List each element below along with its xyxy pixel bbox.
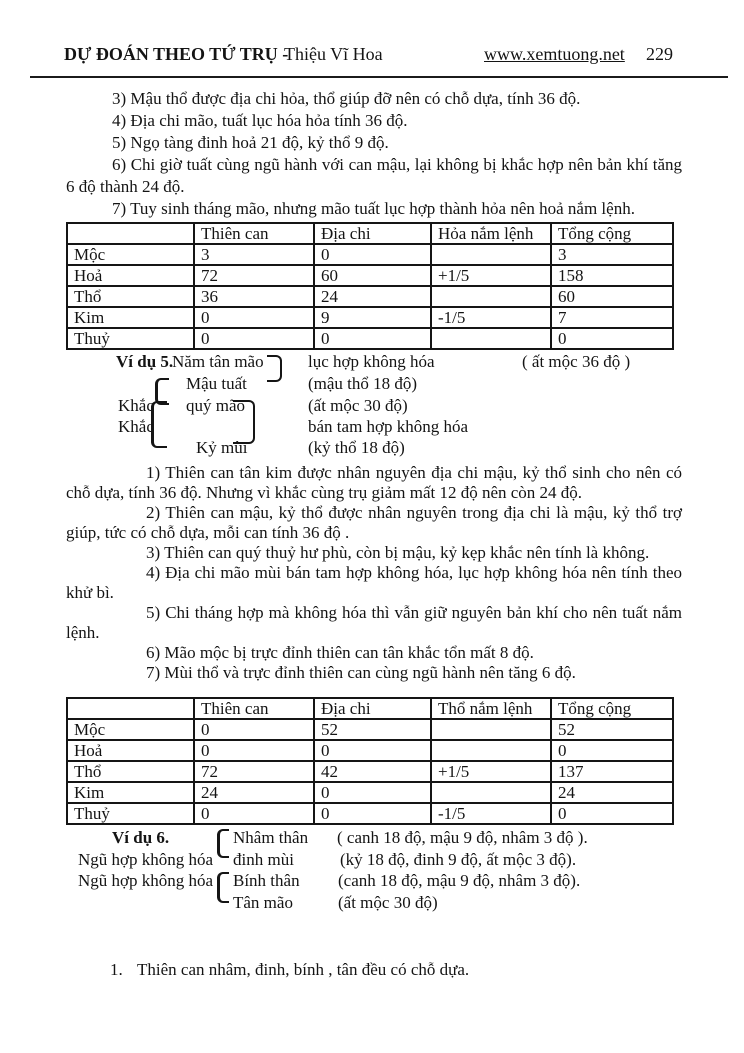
degree-table-earth <box>66 697 674 825</box>
table-cell: Thuỷ <box>67 328 194 349</box>
table-cell: 72 <box>194 265 314 286</box>
table-row <box>67 782 673 803</box>
table-cell: 3 <box>194 244 314 265</box>
analysis-item-6: 6) Mão mộc bị trực đỉnh thiên can tân khắc tổn mất 8 độ. <box>146 643 534 662</box>
ngu-hop-label-1: Ngũ hợp không hóa <box>78 850 214 869</box>
table-row <box>67 307 673 328</box>
pillar-nham-than: Nhâm thân <box>233 828 309 847</box>
bracket-left-big-icon <box>151 401 167 448</box>
conclusion-text: Thiên can nhâm, đinh, bính , tân đều có chỗ dựa. <box>137 960 470 979</box>
degree-table-fire <box>66 222 674 350</box>
table-cell: 24 <box>194 782 314 803</box>
table-header-row <box>67 223 673 244</box>
table-row <box>67 265 673 286</box>
table-cell: 0 <box>194 719 314 740</box>
table-cell: 137 <box>551 761 673 782</box>
example-6-diagram <box>0 825 744 920</box>
khac-label-top: Khắc <box>118 396 154 415</box>
table-header-cell: Thổ nắm lệnh <box>431 698 551 719</box>
note-at-moc-30: (ất mộc 30 độ) <box>308 396 408 415</box>
table-header-cell: Hỏa nắm lệnh <box>431 223 551 244</box>
bracket-left-pair1-icon <box>217 829 229 858</box>
example-6-label: Ví dụ 6. <box>112 828 170 847</box>
pillar-year: Năm tân mão <box>172 352 264 371</box>
table-cell <box>431 286 551 307</box>
table-cell: 42 <box>314 761 431 782</box>
table-cell: 0 <box>314 782 431 803</box>
table-row <box>67 328 673 349</box>
pillar-dinh-mui: đinh mùi <box>233 850 294 869</box>
table-cell: 24 <box>551 782 673 803</box>
table-header-row <box>67 698 673 719</box>
table-row <box>67 761 673 782</box>
table-cell: 0 <box>194 803 314 824</box>
table-cell: 0 <box>551 740 673 761</box>
table-cell: Thổ <box>67 286 194 307</box>
table-cell <box>431 782 551 803</box>
table-cell: 0 <box>314 328 431 349</box>
note-ban-tam-hop: bán tam hợp không hóa <box>308 417 469 436</box>
table-cell: 0 <box>314 244 431 265</box>
example-5-diagram <box>0 350 744 457</box>
table-cell: 7 <box>551 307 673 328</box>
website-link[interactable]: www.xemtuong.net <box>484 44 625 64</box>
table-row <box>67 244 673 265</box>
table-cell <box>431 740 551 761</box>
pillar-hour: Kỷ mùi <box>196 438 248 457</box>
table-cell: 52 <box>314 719 431 740</box>
table-header-cell <box>67 223 194 244</box>
header-divider <box>30 76 728 78</box>
table-cell: 60 <box>314 265 431 286</box>
analysis-item-4: 4) Địa chi mão mùi bán tam hợp không hóa, lục hợp không hóa nên tính theo khử bì. <box>66 563 682 602</box>
analysis-item-1: 1) Thiên can tân kim được nhân nguyên địa chi mậu, kỷ thổ sinh cho nên có chỗ dựa, tính 36 độ. Nhưng vì khắc cùng trụ giảm mất 12 độ nên còn 24 độ. <box>66 463 682 502</box>
pillar-month: Mậu tuất <box>186 374 247 393</box>
conclusion-number: 1. <box>110 960 123 979</box>
note-ky-tho: (kỷ thổ 18 độ) <box>308 438 405 457</box>
table-cell <box>431 328 551 349</box>
table-cell: 0 <box>551 328 673 349</box>
table-cell: 0 <box>314 740 431 761</box>
table-cell: Hoả <box>67 265 194 286</box>
table-cell <box>431 719 551 740</box>
table-cell: +1/5 <box>431 265 551 286</box>
table-cell: 0 <box>194 740 314 761</box>
table-row <box>67 719 673 740</box>
table-cell <box>431 244 551 265</box>
table-cell: 24 <box>314 286 431 307</box>
table-cell: Thuỷ <box>67 803 194 824</box>
table-cell: 0 <box>314 803 431 824</box>
table-cell: -1/5 <box>431 307 551 328</box>
author-name: Thiệu Vĩ Hoa <box>284 44 383 64</box>
intro-item-4: 4) Địa chi mão, tuất lục hóa hỏa tính 36 độ. <box>112 111 408 130</box>
table-cell: 0 <box>551 803 673 824</box>
table-cell: Thổ <box>67 761 194 782</box>
book-title: DỰ ĐOÁN THEO TỨ TRỤ - <box>64 44 289 64</box>
table-cell: 3 <box>551 244 673 265</box>
table-cell: +1/5 <box>431 761 551 782</box>
analysis-item-7: 7) Mùi thổ và trực đỉnh thiên can cùng ngũ hành nên tăng 6 độ. <box>146 663 576 682</box>
intro-item-3: 3) Mậu thổ được địa chi hỏa, thổ giúp đỡ nên có chỗ dựa, tính 36 độ. <box>112 89 581 108</box>
conclusion-line <box>110 960 469 980</box>
table-row <box>67 740 673 761</box>
page-number: 229 <box>646 44 673 64</box>
table-header-cell: Thiên can <box>194 698 314 719</box>
example-5-label: Ví dụ 5. <box>116 352 174 371</box>
intro-item-6: 6) Chi giờ tuất cùng ngũ hành với can mậu, lại không bị khắc hợp nên bản khí tăng 6 độ thành 24 độ. <box>66 155 682 196</box>
analysis-list <box>66 463 682 683</box>
table-header-cell: Địa chi <box>314 223 431 244</box>
bracket-right-icon <box>267 355 282 382</box>
table-header-cell: Địa chi <box>314 698 431 719</box>
table-cell: Kim <box>67 782 194 803</box>
note-at-moc-30: (ất mộc 30 độ) <box>338 893 438 912</box>
table-cell: 9 <box>314 307 431 328</box>
bracket-right-big-icon <box>233 400 255 444</box>
pillar-tan-mao: Tân mão <box>233 893 293 912</box>
table-cell: -1/5 <box>431 803 551 824</box>
table-cell: Kim <box>67 307 194 328</box>
table-row <box>67 803 673 824</box>
analysis-item-5: 5) Chi tháng hợp mà không hóa thì vẫn giữ nguyên bản khí cho nên tuất nắm lệnh. <box>66 603 682 642</box>
table-cell: 0 <box>194 328 314 349</box>
table-header-cell <box>67 698 194 719</box>
note-canh-18-b: (canh 18 độ, mậu 9 độ, nhâm 3 độ). <box>338 871 581 890</box>
note-canh-18-a: ( canh 18 độ, mậu 9 độ, nhâm 3 độ ). <box>337 828 588 847</box>
khac-label-bottom: Khắc <box>118 417 154 436</box>
table-cell: 36 <box>194 286 314 307</box>
table-cell: 0 <box>194 307 314 328</box>
table-header-cell: Tổng cộng <box>551 223 673 244</box>
table-cell: 52 <box>551 719 673 740</box>
intro-list <box>66 88 682 220</box>
table-cell: 158 <box>551 265 673 286</box>
note-luc-hop: lục hợp không hóa <box>308 352 435 371</box>
table-cell: Mộc <box>67 719 194 740</box>
table-cell: Mộc <box>67 244 194 265</box>
note-ky-18: (kỷ 18 độ, đinh 9 độ, ất mộc 3 độ). <box>340 850 577 869</box>
ngu-hop-label-2: Ngũ hợp không hóa <box>78 871 214 890</box>
table-row <box>67 286 673 307</box>
table-cell: 60 <box>551 286 673 307</box>
analysis-item-3: 3) Thiên can quý thuỷ hư phù, còn bị mậu, kỷ kẹp khắc nên tính là không. <box>146 543 650 562</box>
table-cell: 72 <box>194 761 314 782</box>
intro-item-7: 7) Tuy sinh tháng mão, nhưng mão tuất lục hợp thành hỏa nên hoả nắm lệnh. <box>112 199 635 218</box>
table-header-cell: Thiên can <box>194 223 314 244</box>
intro-item-5: 5) Ngọ tàng đinh hoả 21 độ, kỷ thổ 9 độ. <box>112 133 389 152</box>
note-mau-tho: (mậu thổ 18 độ) <box>308 374 418 393</box>
table-cell: Hoả <box>67 740 194 761</box>
pillar-binh-than: Bính thân <box>233 871 300 890</box>
note-at-moc-36: ( ất mộc 36 độ ) <box>522 352 631 371</box>
bracket-left-pair2-icon <box>217 872 229 903</box>
table-header-cell: Tổng cộng <box>551 698 673 719</box>
pillar-day: quý mão <box>186 396 246 415</box>
analysis-item-2: 2) Thiên can mậu, kỷ thổ được nhân nguyên trong địa chi là mậu, kỷ thổ trợ giúp, tức có chỗ dựa, mỗi can tính 36 độ . <box>66 503 682 542</box>
